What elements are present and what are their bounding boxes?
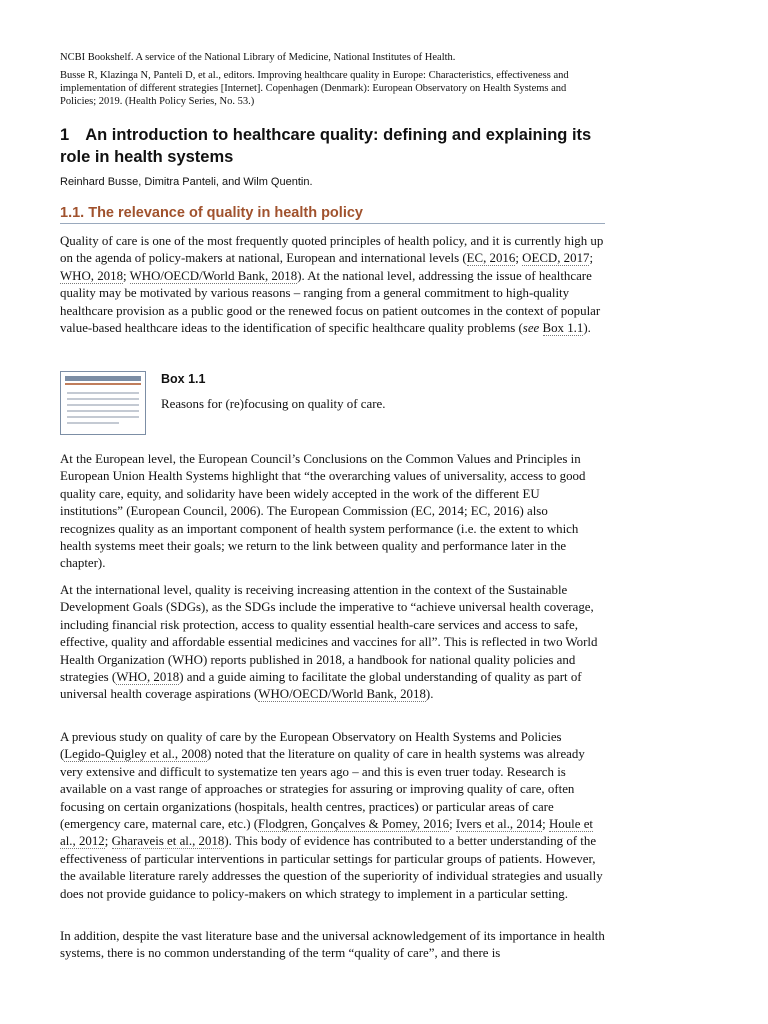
citation-link[interactable]: EC, 2016 [466,251,516,266]
section-heading: 1.1. The relevance of quality in health policy [60,204,605,224]
paragraph-3: At the international level, quality is receiving increasing attention in the context of the Sustainable Development Goals (SDGs), as the SDGs include the imperative to “achieve universal health coverage, including financial risk protection, access to quality essential health-care services and access to safe, effective, quality and affordable essential medicines and vaccines for all”. This is reflected in two World Health Organization (WHO) reports published in 2018, a handbook for national quality policies and strategies (WHO, 2018) and a guide aiming to facilitate the global understanding of quality as part of universal health coverage aspirations (WHO/OECD/World Bank, 2018). [60,583,598,702]
box-link[interactable]: Box 1.1 [542,321,584,336]
box-caption: Reasons for (re)focusing on quality of care. [161,397,386,411]
citation-link[interactable]: Gharaveis et al., 2018 [111,834,225,849]
box-thumbnail[interactable] [60,371,146,435]
book-citation: Busse R, Klazinga N, Panteli D, et al., editors. Improving healthcare quality in Europe: Characteristics, effectiveness and implementation of different strategies [Internet]. Copenhagen (Denmark): European Observatory on Health Systems and Policies; 2019. (Health Policy Series, No. 53.) [60,70,569,107]
citation-link[interactable]: WHO, 2018 [116,670,180,685]
paragraph-2: At the European level, the European Council’s Conclusions on the Common Values and Principles in European Union Health Systems highlight that “the overarching values of universality, access to good quality care, equity, and solidarity have been widely accepted in the work of the different EU institutions” (European Council, 2006). The European Commission (EC, 2014; EC, 2016) also recognizes quality as an important component of health system performance (i.e. the extent to which health systems meet their goals; we return to the link between quality and performance later in the chapter). [60,452,586,571]
citation-link[interactable]: Ivers et al., 2014 [455,817,543,832]
chapter-title [60,124,605,168]
chapter-authors: Reinhard Busse, Dimitra Panteli, and Wilm Quentin. [60,176,313,188]
paragraph-4: A previous study on quality of care by the European Observatory on Health Systems and Policies (Legido-Quigley et al., 2008) noted that the literature on quality of care in health systems was already very extensive and difficult to systematize ten years ago – and this is even truer today. Research is available on a vast range of approaches or strategies for assuring or improving quality of care, often focusing on certain organizations (hospitals, health centres, practices) or particular areas of care (emergency care, maternal care, etc.) (Flodgren, Gonçalves & Pomey, 2016; Ivers et al., 2014; Houle et al., 2012; Gharaveis et al., 2018). This body of evidence has contributed to a better understanding of the effectiveness of particular interventions in particular settings for particular groups of patients. However, the available literature rarely addresses the question of the superiority of individual strategies and usually does not provide guidance to policy-makers on which strategy to implement in a particular setting. [60,730,603,901]
bookshelf-notice: NCBI Bookshelf. A service of the National Library of Medicine, National Institutes of Health. [60,52,456,63]
chapter-title-text: An introduction to healthcare quality: defining and explaining its role in health systems [60,126,592,166]
citation-link[interactable]: Flodgren, Gonçalves & Pomey, 2016 [258,817,450,832]
citation-link[interactable]: WHO, 2018 [60,268,124,283]
paragraph-5: In addition, despite the vast literature base and the universal acknowledgement of its importance in health systems, there is no common understanding of the term “quality of care”, and there is [60,929,605,961]
box-1-1 [60,368,605,438]
citation-link[interactable]: Legido-Quigley et al., 2008 [64,747,208,762]
citation-link[interactable]: OECD, 2017 [522,251,590,266]
paragraph-1: Quality of care is one of the most frequently quoted principles of health policy, and it is currently high up on the agenda of policy-makers at national, European and international levels (EC, 2016; OECD, 2017; WHO, 2018; WHO/OECD/World Bank, 2018). At the national level, addressing the issue of healthcare quality may be motivated by various reasons – ranging from a general commitment to high-quality healthcare provision as a public good or the renewed focus on patient outcomes in the context of popular value-based healthcare ideas to the identification of specific healthcare quality problems (see Box 1.1). [60,234,604,336]
citation-link[interactable]: WHO/OECD/World Bank, 2018 [129,268,298,283]
chapter-number: 1 [60,126,70,144]
citation-link[interactable]: WHO/OECD/World Bank, 2018 [258,687,426,702]
box-title[interactable]: Box 1.1 [161,372,206,386]
citation-link[interactable]: Houle et al., 2012 [60,817,594,849]
